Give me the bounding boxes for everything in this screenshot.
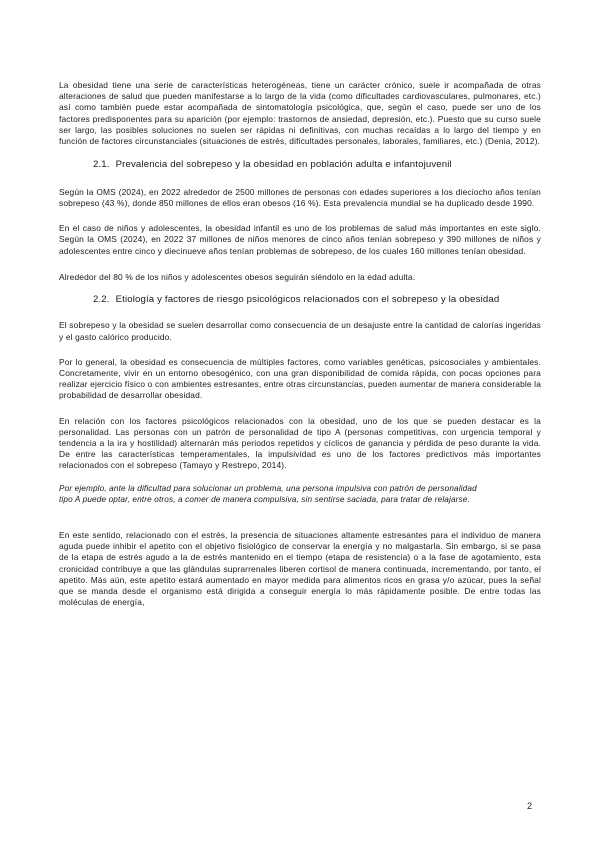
heading-number: 2.2. <box>93 293 110 305</box>
example-quote <box>59 483 541 505</box>
example-line: tipo A puede optar, entre otros, a comer de manera compulsiva, sin sentirse saciada, para tratar de relajarse. <box>59 494 470 504</box>
heading-etiology <box>59 294 541 307</box>
paragraph-80-percent: Alrededor del 80 % de los niños y adolescentes obesos seguirán siéndolo en la edad adulta. <box>59 271 416 282</box>
example-line: Por ejemplo, ante la dificultad para solucionar un problema, una persona impulsiva con patrón de personalidad <box>59 483 477 493</box>
paragraph-calorie-imbalance: El sobrepeso y la obesidad se suelen desarrollar como consecuencia de un desajuste entre la cantidad de calorías ingeridas y el gasto calórico producido. <box>59 320 541 342</box>
paragraph-oms-adults: Según la OMS (2024), en 2022 alrededor de 2500 millones de personas con edades superiores a los dieciocho años tenían sobrepeso (43 %), donde 850 millones de ellos eran obesos (16 %). Esta prevalencia mundial se ha duplicado desde 1990. <box>59 186 541 208</box>
heading-number: 2.1. <box>93 159 110 171</box>
paragraph-personality: En relación con los factores psicológicos relacionados con la obesidad, uno de los que se pueden destacar es la personalidad. Las personas con un patrón de personalidad de tipo A (personas competitivas, con urgencia temporal y tendencia a la ira y hostilidad) alternarán más periodos repetidos y cíclicos de ganancia y pérdida de peso durante la vida. De entre las características temperamentales, la impulsividad es uno de los factores predictivos más importantes relacionados con el sobrepeso (Tamayo y Restrepo, 2014). <box>59 415 541 471</box>
page-content <box>59 80 541 609</box>
page-number: 2 <box>527 801 533 811</box>
paragraph-obesity-characteristics: La obesidad tiene una serie de características heterogéneas, tiene un carácter crónico, suele ir acompañada de otras alteraciones de salud que pueden manifestarse a lo largo de la vida (como dificultades cardiovasculares, pulmonares, etc.) así como también puede estar acompañada de sintomatología psicológica, que, según el caso, puede ser uno de los factores predisponentes para su aparición (por ejemplo: trastornos de ansiedad, depresión, etc.). Puesto que su curso suele ser largo, las posibles soluciones no suelen ser rápidas ni definitivas, con muchas recaídas a lo largo del tiempo y en función de factores circunstanciales (situaciones de estrés, dificultades personales, laborales, familiares, etc.) (Denia, 2012). <box>59 80 541 147</box>
paragraph-multiple-factors: Por lo general, la obesidad es consecuencia de múltiples factores, como variables genéticas, psicosociales y ambientales. Concretamente, vivir en un entorno obesogénico, con una gran disponibilidad de comida rápida, con pocas opciones para realizar ejercicio físico o con ambientes estresantes, entre otras circunstancias, pueden aumentar de manera considerable la probabilidad de desarrollar obesidad. <box>59 356 541 401</box>
heading-prevalence <box>59 159 541 172</box>
paragraph-stress: En este sentido, relacionado con el estrés, la presencia de situaciones altamente estresantes para el individuo de manera aguda puede inhibir el apetito con el objetivo fisiológico de conservar la energía y no malgastarla. Sin embargo, si se pasa de la etapa de estrés agudo a la de estrés mantenido en el tiempo (etapa de resistencia) o a la fase de agotamiento, esta cronicidad contribuye a que las glándulas suprarrenales liberen cortisol de manera continuada, incrementando, por tanto, el apetito. Más aún, este apetito estará aumentado en mayor medida para alimentos ricos en grasa y/o azúcar, pues la señal que se manda desde el organismo está dirigida a conseguir energía lo más rápidamente posible. De entre todas las moléculas de energía, <box>59 530 541 608</box>
heading-title: Etiología y factores de riesgo psicológicos relacionados con el sobrepeso y la obesidad <box>115 293 500 305</box>
heading-title: Prevalencia del sobrepeso y la obesidad en población adulta e infantojuvenil <box>115 159 452 171</box>
paragraph-children: En el caso de niños y adolescentes, la obesidad infantil es uno de los problemas de salud más importantes en este siglo. Según la OMS (2024), en 2022 37 millones de niños menores de cinco años tenían sobrepeso y 390 millones de niños y adolescentes entre cinco y diecinueve años tenían problemas de sobrepeso, de los cuales 160 millones tenían obesidad. <box>59 223 541 256</box>
